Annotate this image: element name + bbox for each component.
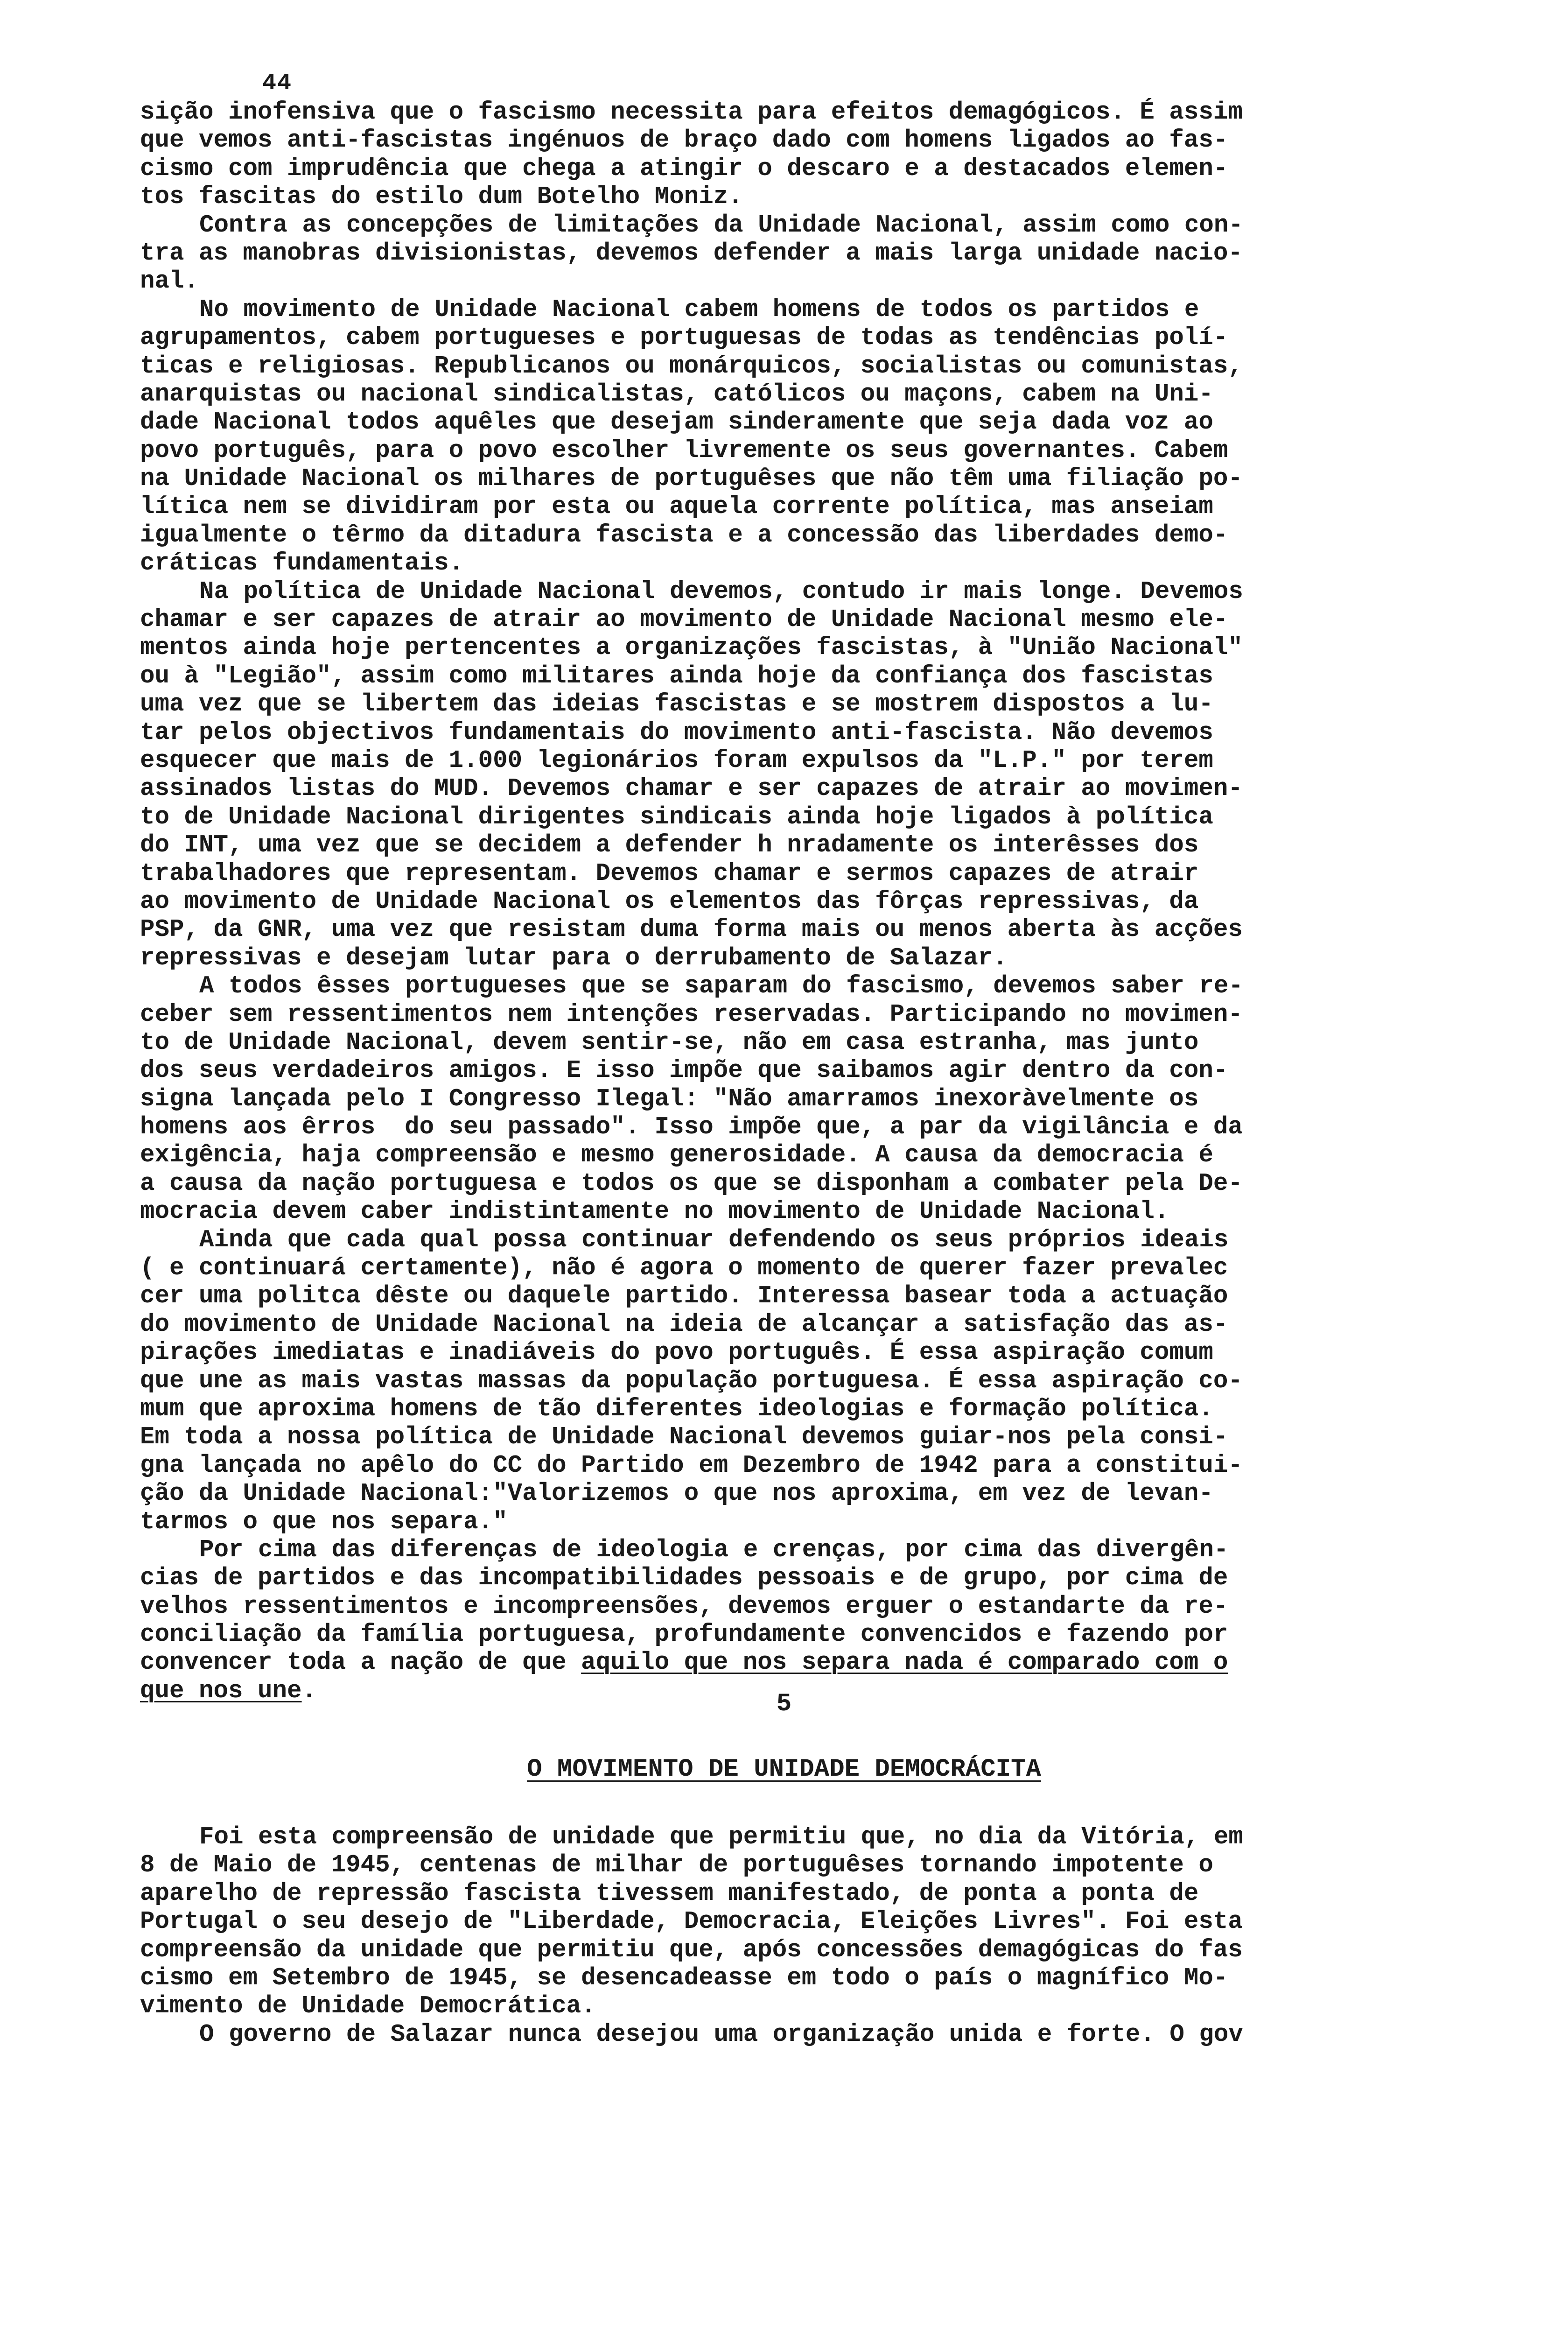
paragraph [140, 211, 1456, 295]
text-line: mentos ainda hoje pertencentes a organizações fascistas, à "União Nacional" [140, 633, 1243, 662]
text-line: esquecer que mais de 1.000 legionários foram expulsos da "L.P." por terem [140, 746, 1213, 774]
text-line: A todos êsses portugueses que se saparam do fascismo, devemos saber re- [199, 972, 1243, 1000]
text-line: convencer toda a nação de que aquilo que nos separa nada é comparado com o [140, 1648, 1228, 1677]
text-line: dos seus verdadeiros amigos. E isso impõe que saibamos agir dentro da con- [140, 1056, 1228, 1085]
text-line: No movimento de Unidade Nacional cabem homens de todos os partidos e [199, 295, 1199, 323]
text-line: tarmos o que nos separa." [140, 1507, 508, 1536]
text-line: cismo em Setembro de 1945, se desencadeasse em todo o país o magnífico Mo- [140, 1963, 1228, 1992]
underlined-phrase: que nos une [140, 1676, 302, 1705]
text-line: ao movimento de Unidade Nacional os elementos das fôrças repressivas, da [140, 887, 1199, 915]
paragraph [140, 2020, 1456, 2048]
text-line: agrupamentos, cabem portugueses e portuguesas de todas as tendências polí- [140, 323, 1228, 352]
paragraph [140, 1226, 1456, 1536]
text-line: trabalhadores que representam. Devemos chamar e sermos capazes de atrair [140, 859, 1199, 887]
text-line: ( e continuará certamente), não é agora o momento de querer fazer prevalec [140, 1254, 1228, 1282]
text-line: vimento de Unidade Democrática. [140, 1992, 596, 2020]
text-line: cer uma politca dêste ou daquele partido. Interessa basear toda a actuação [140, 1282, 1228, 1310]
text-line: dade Nacional todos aquêles que desejam sinderamente que seja dada voz ao [140, 408, 1213, 436]
text-line: velhos ressentimentos e incompreensões, devemos erguer o estandarte da re- [140, 1592, 1228, 1620]
text-line: que nos une. [140, 1676, 317, 1705]
text-line: mum que aproxima homens de tão diferentes ideologias e formação política. [140, 1394, 1213, 1423]
text-line: chamar e ser capazes de atrair ao movimento de Unidade Nacional mesmo ele- [140, 605, 1228, 634]
text-line: nal. [140, 267, 199, 295]
text-line: ceber sem ressentimentos nem intenções reservadas. Participando no movimen- [140, 1000, 1243, 1028]
text-line: povo português, para o povo escolher livremente os seus governantes. Cabem [140, 436, 1228, 464]
underlined-phrase: aquilo que nos separa nada é comparado com o [581, 1648, 1228, 1677]
text-line: Na política de Unidade Nacional devemos, contudo ir mais longe. Devemos [199, 577, 1243, 605]
text-line: sição inofensiva que o fascismo necessita para efeitos demagógicos. É assim [140, 98, 1243, 126]
text-line: to de Unidade Nacional dirigentes sindicais ainda hoje ligados à política [140, 802, 1213, 831]
text-line: conciliação da família portuguesa, profundamente convencidos e fazendo por [140, 1620, 1228, 1649]
text-line: assinados listas do MUD. Devemos chamar e ser capazes de atrair ao movimen- [140, 774, 1243, 803]
text-line: Portugal o seu desejo de "Liberdade, Democracia, Eleições Livres". Foi esta [140, 1907, 1243, 1936]
text-line: a causa da nação portuguesa e todos os que se disponham a combater pela De- [140, 1169, 1243, 1197]
text-line: mocracia devem caber indistintamente no movimento de Unidade Nacional. [140, 1197, 1169, 1226]
text-line: O governo de Salazar nunca desejou uma organização unida e forte. O gov [199, 2020, 1243, 2048]
paragraph [140, 972, 1456, 1226]
text-line: Em toda a nossa política de Unidade Nacional devemos guiar-nos pela consi- [140, 1423, 1228, 1451]
text-line: cismo com imprudência que chega a atingir o descaro e a destacados elemen- [140, 154, 1228, 183]
text-line: tar pelos objectivos fundamentais do movimento anti-fascista. Não devemos [140, 718, 1213, 746]
text-line: ou à "Legião", assim como militares ainda hoje da confiança dos fascistas [140, 661, 1213, 690]
section-title: O MOVIMENTO DE UNIDADE DEMOCRÁCITA [527, 1755, 1041, 1784]
paragraph [140, 1536, 1456, 1705]
text-line: tra as manobras divisionistas, devemos defender a mais larga unidade nacio- [140, 239, 1243, 267]
text-line: Foi esta compreensão de unidade que permitiu que, no dia da Vitória, em [199, 1823, 1243, 1851]
text-line: do INT, uma vez que se decidem a defender h nradamente os interêsses dos [140, 831, 1199, 859]
paragraph [140, 98, 1456, 211]
text-line: homens aos êrros do seu passado". Isso impõe que, a par da vigilância e da [140, 1113, 1243, 1141]
text-line: pirações imediatas e inadiáveis do povo português. É essa aspiração comum [140, 1338, 1213, 1367]
text-line: cráticas fundamentais. [140, 549, 464, 577]
text-line: que une as mais vastas massas da população portuguesa. É essa aspiração co- [140, 1366, 1243, 1395]
body-text-part-2 [140, 1823, 1456, 2048]
text-line: compreensão da unidade que permitiu que, após concessões demagógicas do fas [140, 1935, 1243, 1964]
text-line: Contra as concepções de limitações da Unidade Nacional, assim como con- [199, 211, 1243, 239]
text-line: uma vez que se libertem das ideias fascistas e se mostrem dispostos a lu- [140, 690, 1213, 718]
text-line: to de Unidade Nacional, devem sentir-se, não em casa estranha, mas junto [140, 1028, 1199, 1056]
text-line: anarquistas ou nacional sindicalistas, católicos ou maçons, cabem na Uni- [140, 380, 1213, 408]
paragraph [140, 295, 1456, 577]
text-line: que vemos anti-fascistas ingénuos de braço dado com homens ligados ao fas- [140, 126, 1228, 155]
text-line: signa lançada pelo I Congresso Ilegal: "Não amarramos inexoràvelmente os [140, 1084, 1199, 1113]
text-line: na Unidade Nacional os milhares de portuguêses que não têm uma filiação po- [140, 464, 1243, 493]
text-line: aparelho de repressão fascista tivessem manifestado, de ponta a ponta de [140, 1879, 1199, 1907]
paragraph [140, 577, 1456, 972]
text-line: cias de partidos e das incompatibilidades pessoais e de grupo, por cima de [140, 1564, 1228, 1592]
text-line: gna lançada no apêlo do CC do Partido em Dezembro de 1942 para a constitui- [140, 1451, 1243, 1479]
text-line: do movimento de Unidade Nacional na ideia de alcançar a satisfação das as- [140, 1310, 1228, 1338]
page-number: 44 [262, 70, 293, 97]
text-line: tos fascitas do estilo dum Botelho Moniz. [140, 183, 743, 211]
text-line: 8 de Maio de 1945, centenas de milhar de portuguêses tornando impotente o [140, 1851, 1213, 1879]
text-line: ticas e religiosas. Republicanos ou monárquicos, socialistas ou comunistas, [140, 352, 1243, 380]
text-line: exigência, haja compreensão e mesmo generosidade. A causa da democracia é [140, 1141, 1213, 1169]
text-line: PSP, da GNR, uma vez que resistam duma forma mais ou menos aberta às acções [140, 915, 1243, 944]
text-line: lítica nem se dividiram por esta ou aquela corrente política, mas anseiam [140, 492, 1213, 521]
text-line: Ainda que cada qual possa continuar defendendo os seus próprios ideais [199, 1225, 1229, 1254]
text-line: igualmente o têrmo da ditadura fascista e a concessão das liberdades demo- [140, 520, 1228, 549]
text-line: Por cima das diferenças de ideologia e crenças, por cima das divergên- [199, 1535, 1229, 1564]
body-text-part-1 [140, 70, 1456, 1705]
paragraph [140, 1823, 1456, 2020]
text-line: ção da Unidade Nacional:"Valorizemos o que nos aproxima, em vez de levan- [140, 1479, 1213, 1508]
section-number: 5 [776, 1690, 792, 1718]
text-line: repressivas e desejam lutar para o derrubamento de Salazar. [140, 943, 1008, 972]
